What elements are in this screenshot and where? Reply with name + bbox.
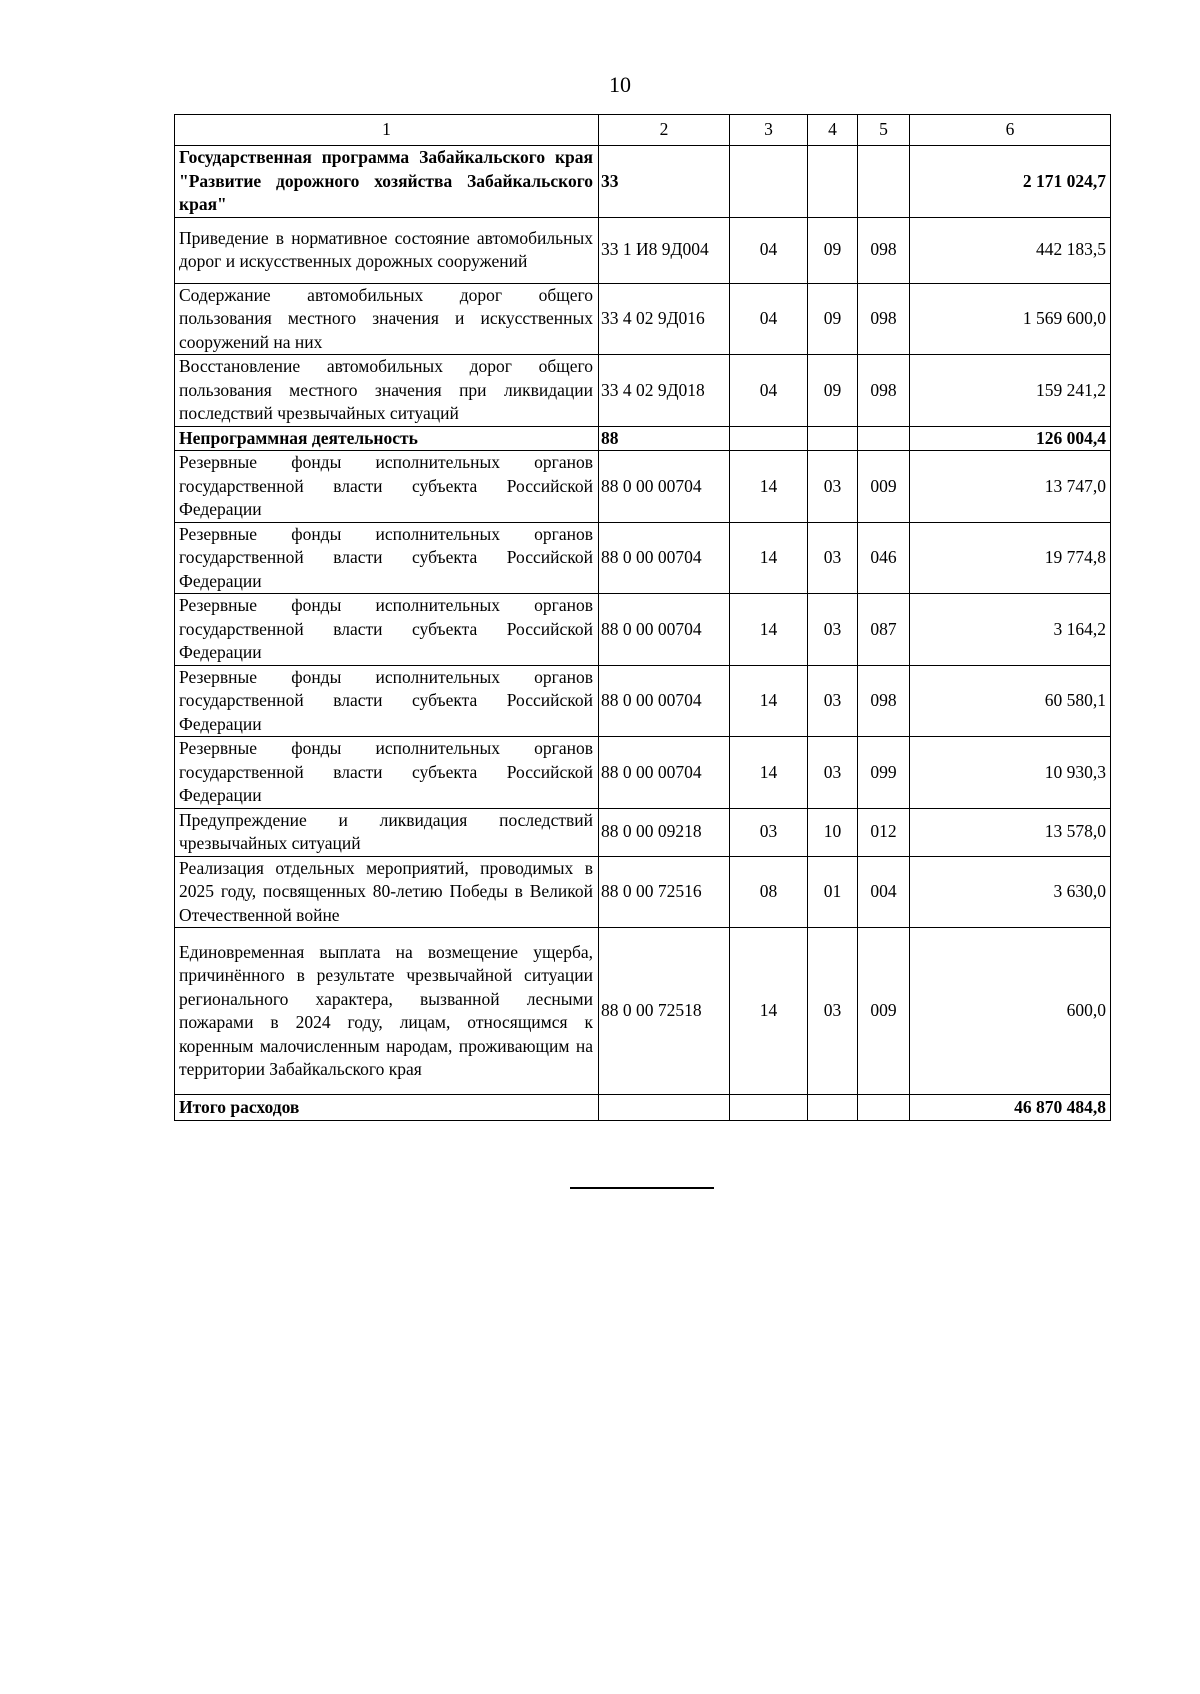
- row-subsection-cell: 03: [808, 522, 858, 594]
- row-expense-group-cell: [858, 426, 910, 451]
- table-row: [175, 856, 1111, 928]
- header-col-name: 1: [175, 115, 599, 146]
- row-amount-cell: 19 774,8: [910, 522, 1111, 594]
- table-row: [175, 737, 1111, 809]
- row-target-code-cell: 33 4 02 9Д018: [599, 355, 730, 427]
- row-target-code-cell: 33 1 И8 9Д004: [599, 217, 730, 283]
- row-section-cell: 14: [730, 522, 808, 594]
- table-row: [175, 665, 1111, 737]
- row-section-cell: [730, 1095, 808, 1121]
- row-target-code-cell: 88 0 00 00704: [599, 451, 730, 523]
- row-target-code-cell: 88 0 00 72516: [599, 856, 730, 928]
- row-target-code-cell: 33 4 02 9Д016: [599, 283, 730, 355]
- budget-expenditure-table: [174, 114, 1111, 1121]
- row-amount-cell: 126 004,4: [910, 426, 1111, 451]
- table-row: [175, 355, 1111, 427]
- row-name-cell: Резервные фонды исполнительных органов государственной власти субъекта Российской Федерации: [175, 451, 599, 523]
- table-row: [175, 283, 1111, 355]
- row-amount-cell: 46 870 484,8: [910, 1095, 1111, 1121]
- table-row: [175, 451, 1111, 523]
- row-name-cell: Приведение в нормативное состояние автомобильных дорог и искусственных дорожных сооружений: [175, 217, 599, 283]
- row-target-code-cell: 33: [599, 146, 730, 218]
- row-section-cell: 08: [730, 856, 808, 928]
- row-subsection-cell: 03: [808, 928, 858, 1095]
- header-col-expense-group: 5: [858, 115, 910, 146]
- row-expense-group-cell: 098: [858, 355, 910, 427]
- row-section-cell: 03: [730, 808, 808, 856]
- row-amount-cell: 13 578,0: [910, 808, 1111, 856]
- table-row: [175, 522, 1111, 594]
- table-row: [175, 146, 1111, 218]
- header-col-subsection: 4: [808, 115, 858, 146]
- row-expense-group-cell: [858, 146, 910, 218]
- row-section-cell: 04: [730, 283, 808, 355]
- row-expense-group-cell: 087: [858, 594, 910, 666]
- row-target-code-cell: 88: [599, 426, 730, 451]
- row-target-code-cell: 88 0 00 72518: [599, 928, 730, 1095]
- row-name-cell: Резервные фонды исполнительных органов государственной власти субъекта Российской Федерации: [175, 665, 599, 737]
- header-col-section: 3: [730, 115, 808, 146]
- row-name-cell: Государственная программа Забайкальского края "Развитие дорожного хозяйства Забайкальского края": [175, 146, 599, 218]
- header-col-amount: 6: [910, 115, 1111, 146]
- row-subsection-cell: 03: [808, 451, 858, 523]
- row-amount-cell: 60 580,1: [910, 665, 1111, 737]
- row-subsection-cell: [808, 1095, 858, 1121]
- row-expense-group-cell: 098: [858, 283, 910, 355]
- row-name-cell: Резервные фонды исполнительных органов государственной власти субъекта Российской Федерации: [175, 737, 599, 809]
- row-expense-group-cell: 012: [858, 808, 910, 856]
- row-name-cell: Содержание автомобильных дорог общего пользования местного значения и искусственных сооружений на них: [175, 283, 599, 355]
- row-target-code-cell: 88 0 00 09218: [599, 808, 730, 856]
- row-name-cell: Реализация отдельных мероприятий, проводимых в 2025 году, посвященных 80-летию Победы в Великой Отечественной войне: [175, 856, 599, 928]
- row-section-cell: 04: [730, 217, 808, 283]
- row-target-code-cell: [599, 1095, 730, 1121]
- row-section-cell: 14: [730, 665, 808, 737]
- row-name-cell: Восстановление автомобильных дорог общего пользования местного значения при ликвидации последствий чрезвычайных ситуаций: [175, 355, 599, 427]
- row-expense-group-cell: 098: [858, 217, 910, 283]
- table-row: [175, 426, 1111, 451]
- row-subsection-cell: 09: [808, 217, 858, 283]
- row-expense-group-cell: 009: [858, 451, 910, 523]
- table-row: [175, 928, 1111, 1095]
- row-amount-cell: 2 171 024,7: [910, 146, 1111, 218]
- row-expense-group-cell: 099: [858, 737, 910, 809]
- table-row: [175, 1095, 1111, 1121]
- row-subsection-cell: 09: [808, 355, 858, 427]
- row-amount-cell: 13 747,0: [910, 451, 1111, 523]
- row-subsection-cell: 01: [808, 856, 858, 928]
- row-section-cell: [730, 426, 808, 451]
- row-subsection-cell: 03: [808, 594, 858, 666]
- table-row: [175, 217, 1111, 283]
- row-name-cell: Резервные фонды исполнительных органов государственной власти субъекта Российской Федерации: [175, 522, 599, 594]
- table-row: [175, 594, 1111, 666]
- row-target-code-cell: 88 0 00 00704: [599, 522, 730, 594]
- table-row: [175, 808, 1111, 856]
- row-section-cell: 14: [730, 451, 808, 523]
- row-subsection-cell: [808, 426, 858, 451]
- row-section-cell: 04: [730, 355, 808, 427]
- row-target-code-cell: 88 0 00 00704: [599, 594, 730, 666]
- row-section-cell: 14: [730, 594, 808, 666]
- row-amount-cell: 3 164,2: [910, 594, 1111, 666]
- row-section-cell: 14: [730, 737, 808, 809]
- row-subsection-cell: 03: [808, 737, 858, 809]
- page-number: 10: [609, 72, 631, 97]
- row-amount-cell: 1 569 600,0: [910, 283, 1111, 355]
- row-expense-group-cell: [858, 1095, 910, 1121]
- row-amount-cell: 10 930,3: [910, 737, 1111, 809]
- row-target-code-cell: 88 0 00 00704: [599, 737, 730, 809]
- row-section-cell: 14: [730, 928, 808, 1095]
- row-subsection-cell: 10: [808, 808, 858, 856]
- row-target-code-cell: 88 0 00 00704: [599, 665, 730, 737]
- end-separator-line: [570, 1187, 714, 1189]
- row-expense-group-cell: 009: [858, 928, 910, 1095]
- row-name-cell: Непрограммная деятельность: [175, 426, 599, 451]
- table-header-row: [175, 115, 1111, 146]
- row-expense-group-cell: 098: [858, 665, 910, 737]
- row-expense-group-cell: 004: [858, 856, 910, 928]
- row-amount-cell: 3 630,0: [910, 856, 1111, 928]
- row-amount-cell: 442 183,5: [910, 217, 1111, 283]
- header-col-target-code: 2: [599, 115, 730, 146]
- table-body: [175, 146, 1111, 1121]
- row-expense-group-cell: 046: [858, 522, 910, 594]
- row-subsection-cell: 09: [808, 283, 858, 355]
- row-subsection-cell: [808, 146, 858, 218]
- row-amount-cell: 159 241,2: [910, 355, 1111, 427]
- row-name-cell: Итого расходов: [175, 1095, 599, 1121]
- row-amount-cell: 600,0: [910, 928, 1111, 1095]
- row-section-cell: [730, 146, 808, 218]
- row-name-cell: Предупреждение и ликвидация последствий чрезвычайных ситуаций: [175, 808, 599, 856]
- row-subsection-cell: 03: [808, 665, 858, 737]
- row-name-cell: Единовременная выплата на возмещение ущерба, причинённого в результате чрезвычайной ситуации регионального характера, вызванной лесными пожарами в 2024 году, лицам, относящимся к коренным малочисленным народам, проживающим на территории Забайкальского края: [175, 928, 599, 1095]
- row-name-cell: Резервные фонды исполнительных органов государственной власти субъекта Российской Федерации: [175, 594, 599, 666]
